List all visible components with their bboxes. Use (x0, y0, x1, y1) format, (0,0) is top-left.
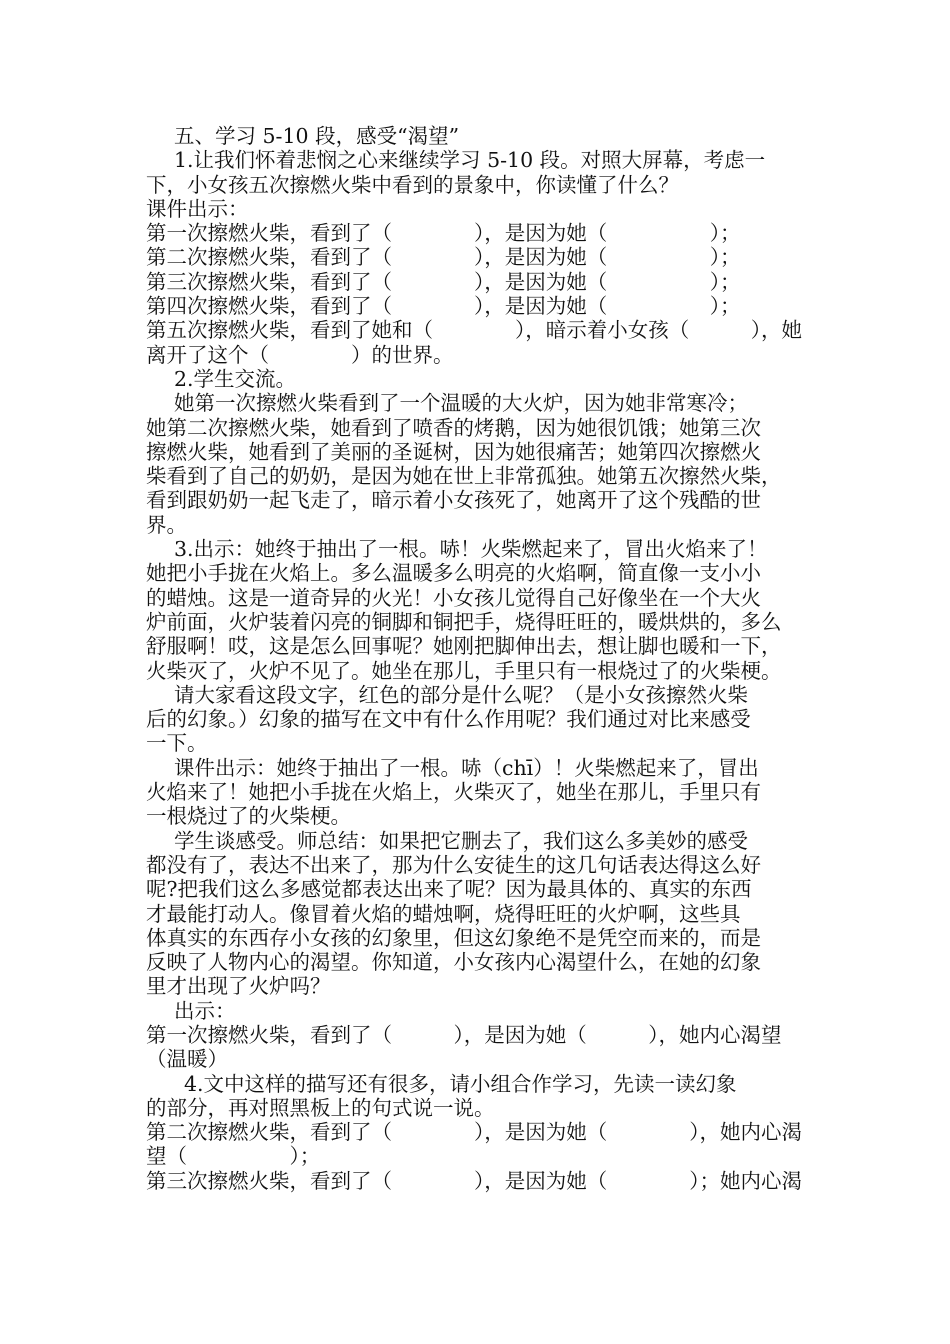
text-line: 学生谈感受。师总结：如果把它删去了，我们这么多美妙的感受 (174, 828, 748, 853)
text-line: 舒服啊！哎，这是怎么回事呢？她刚把脚伸出去，想让脚也暖和一下， (146, 634, 782, 659)
text-line: 呢?把我们这么多感觉都表达出来了呢？因为最具体的、真实的东西 (146, 877, 752, 902)
text-line: 4.文中这样的描写还有很多，请小组合作学习，先读一读幻象 (184, 1071, 737, 1096)
text-line: 一根烧过了的火柴梗。 (146, 804, 351, 829)
text-line: 的部分，再对照黑板上的句式说一说。 (146, 1095, 495, 1120)
text-line: 课件出示：她终于抽出了一根。哧（chī）！火柴燃起来了，冒出 (174, 755, 759, 780)
text-line: 第二次擦燃火柴，看到了（ ），是因为她（ ）； (146, 245, 741, 270)
text-line: 离开了这个（ ）的世界。 (146, 342, 454, 367)
text-line: 都没有了，表达不出来了，那为什么安徒生的这几句话表达得这么好 (146, 852, 761, 877)
text-line: 第一次擦燃火柴，看到了（ ），是因为她（ ）； (146, 221, 741, 246)
text-line: 下，小女孩五次擦燃火柴中看到的景象中，你读懂了什么？ (146, 172, 679, 197)
text-line: 看到跟奶奶一起飞走了，暗示着小女孩死了，她离开了这个残酷的世 (146, 488, 761, 513)
text-line: 第二次擦燃火柴，看到了（ ），是因为她（ ），她内心渴 (146, 1120, 802, 1145)
text-line: 1.让我们怀着悲悯之心来继续学习 5-10 段。对照大屏幕，考虑一 (174, 148, 766, 173)
text-line: 第三次擦燃火柴，看到了（ ），是因为她（ ）； (146, 269, 741, 294)
text-line: 才最能打动人。像冒着火焰的蜡烛啊，烧得旺旺的火炉啊，这些具 (146, 901, 741, 926)
text-line: 一下。 (146, 731, 208, 756)
text-line: 第一次擦燃火柴，看到了（ ），是因为她（ ），她内心渴望 (146, 1022, 782, 1047)
text-line: 火柴灭了，火炉不见了。她坐在那儿，手里只有一根烧过了的火柴梗。 (146, 658, 782, 683)
text-line: 柴看到了自己的奶奶，是因为她在世上非常孤独。她第五次擦然火柴， (146, 464, 782, 489)
text-line: 出示： (174, 998, 236, 1023)
text-line: 她第二次擦燃火柴，她看到了喷香的烤鹅，因为她很饥饿；她第三次 (146, 415, 761, 440)
text-line: 2.学生交流。 (174, 366, 297, 391)
text-line: 炉前面，火炉装着闪亮的铜脚和铜把手，烧得旺旺的，暖烘烘的，多么 (146, 609, 782, 634)
text-line: 反映了人物内心的渴望。你知道，小女孩内心渴望什么，在她的幻象 (146, 950, 761, 975)
document-body (146, 148, 810, 1193)
text-line: 课件出示： (146, 196, 249, 221)
text-line: 后的幻象。）幻象的描写在文中有什么作用呢？我们通过对比来感受 (146, 707, 751, 732)
text-line: 3.出示：她终于抽出了一根。哧！火柴燃起来了，冒出火焰来了！ (174, 537, 768, 562)
text-line: 她第一次擦燃火柴看到了一个温暖的大火炉，因为她非常寒冷； (174, 391, 748, 416)
document-page (146, 124, 810, 1193)
text-line: 她把小手拢在火焰上。多么温暖多么明亮的火焰啊，简直像一支小小 (146, 561, 761, 586)
text-line: 火焰来了！她把小手拢在火焰上，火柴灭了，她坐在那儿，手里只有 (146, 780, 761, 805)
text-line: 里才出现了火炉吗？ (146, 974, 331, 999)
section-title: 五、学习 5-10 段，感受“渴望” (174, 124, 460, 148)
text-line: 第三次擦燃火柴，看到了（ ），是因为她（ ）；她内心渴 (146, 1168, 802, 1193)
text-line: 请大家看这段文字，红色的部分是什么呢？（是小女孩擦然火柴 (174, 682, 748, 707)
text-line: （温暖） (146, 1047, 228, 1072)
text-line: 体真实的东西存小女孩的幻象里，但这幻象绝不是凭空而来的，而是 (146, 925, 761, 950)
text-line: 第四次擦燃火柴，看到了（ ），是因为她（ ）； (146, 294, 741, 319)
text-line: 第五次擦燃火柴，看到了她和（ ），暗示着小女孩（ ），她 (146, 318, 802, 343)
text-line: 望（ ）； (146, 1144, 321, 1169)
text-line: 的蜡烛。这是一道奇异的火光！小女孩儿觉得自己好像坐在一个大火 (146, 585, 761, 610)
text-line: 擦燃火柴，她看到了美丽的圣诞树，因为她很痛苦；她第四次擦燃火 (146, 439, 761, 464)
text-line: 界。 (146, 512, 187, 537)
